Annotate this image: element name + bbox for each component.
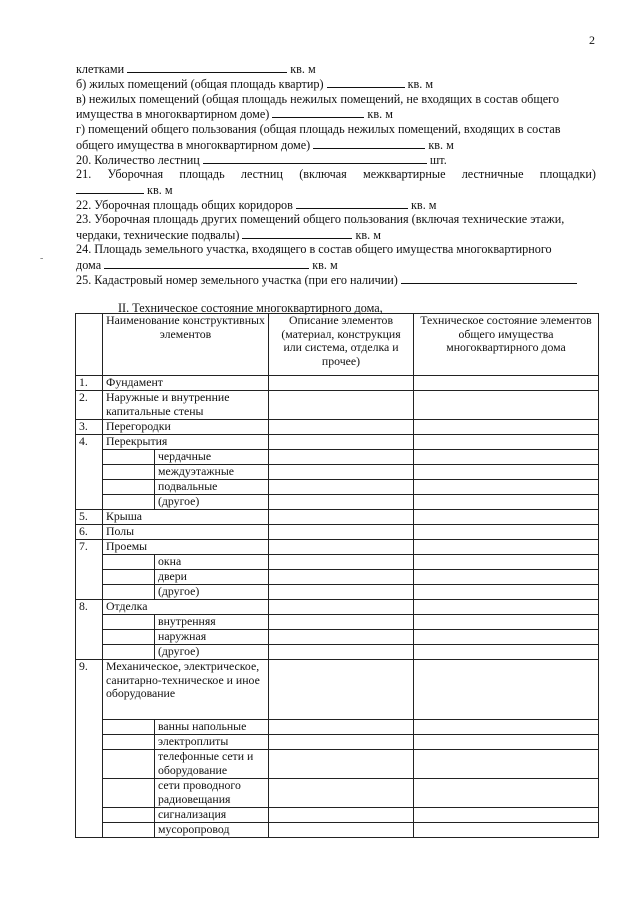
table-subrow: телефонные сети и оборудование: [76, 750, 599, 779]
header-condition: Техническое состояние элементов общего имущества многоквартирного дома: [414, 314, 599, 376]
table-header-row: [76, 314, 599, 376]
table-row: 2. Наружные и внутренние капитальные стены: [76, 391, 599, 420]
table-subrow: двери: [76, 570, 599, 585]
table-subrow: (другое): [76, 495, 599, 510]
table-subrow: мусоропровод: [76, 823, 599, 838]
line-nonliving-premises-cont: имущества в многоквартирном доме) кв. м: [76, 107, 393, 121]
table-row: 9. Механическое, электрическое, санитарно-техническое и иное оборудование: [76, 660, 599, 720]
table-row: 6. Полы: [76, 525, 599, 540]
table-row: 5. Крыша: [76, 510, 599, 525]
blank-field: [242, 227, 352, 239]
table-subrow: наружная: [76, 630, 599, 645]
table-row: 3. Перегородки: [76, 420, 599, 435]
blank-field: [104, 257, 309, 269]
table-row: 7. Проемы: [76, 540, 599, 555]
table-subrow: сигнализация: [76, 808, 599, 823]
line-other-common-area: 23. Уборочная площадь других помещений общего пользования (включая технические этажи,: [76, 212, 565, 226]
section-title: II. Техническое состояние многоквартирного дома,: [118, 301, 383, 315]
page-number: 2: [589, 33, 595, 47]
table-subrow: (другое): [76, 645, 599, 660]
blank-field: [272, 106, 364, 118]
table-subrow: сети проводного радиовещания: [76, 779, 599, 808]
line-common-premises: г) помещений общего пользования (общая площадь нежилых помещений, входящих в состав: [76, 122, 561, 136]
blank-field: [296, 197, 408, 209]
line-stairs-count: 20. Количество лестниц шт.: [76, 153, 447, 167]
line-nonliving-premises: в) нежилых помещений (общая площадь нежилых помещений, не входящих в состав общего: [76, 92, 559, 106]
table-subrow: электроплиты: [76, 735, 599, 750]
table-subrow: подвальные: [76, 480, 599, 495]
line-common-premises-cont: общего имущества в многоквартирном доме) кв. м: [76, 138, 454, 152]
line-stairs-cleaning-area: 21. Уборочная площадь лестниц (включая межквартирные лестничные площадки): [76, 167, 596, 181]
technical-condition-table: [75, 313, 599, 838]
line-land-plot-area: 24. Площадь земельного участка, входящего в состав общего имущества многоквартирного: [76, 242, 552, 256]
blank-field: [327, 76, 405, 88]
table-row: 8. Отделка: [76, 600, 599, 615]
table-row: 4. Перекрытия: [76, 435, 599, 450]
line-living-premises: б) жилых помещений (общая площадь квартир) кв. м: [76, 77, 434, 91]
header-description: Описание элементов (материал, конструкция или система, отделка и прочее): [269, 314, 414, 376]
table-subrow: окна: [76, 555, 599, 570]
table-subrow: ванны напольные: [76, 720, 599, 735]
blank-field: [76, 182, 144, 194]
table-subrow: внутренняя: [76, 615, 599, 630]
table-subrow: (другое): [76, 585, 599, 600]
line-land-plot-area-cont: дома кв. м: [76, 258, 338, 272]
line-stairs-cleaning-area-cont: кв. м: [76, 182, 596, 197]
table-subrow: чердачные: [76, 450, 599, 465]
blank-field: [127, 61, 287, 73]
line-other-common-area-cont: чердаки, технические подвалы) кв. м: [76, 228, 381, 242]
blank-field: [401, 272, 577, 284]
header-name: Наименование конструктивных элементов: [103, 314, 269, 376]
line-cadastral-number: 25. Кадастровый номер земельного участка (при его наличии): [76, 272, 596, 287]
margin-mark: -: [40, 253, 44, 264]
line-stairwell-cells: клетками кв. м: [76, 62, 316, 76]
table-subrow: междуэтажные: [76, 465, 599, 480]
blank-field: [203, 152, 427, 164]
blank-field: [313, 137, 425, 149]
line-corridors-cleaning-area: 22. Уборочная площадь общих коридоров кв. м: [76, 198, 437, 212]
table-row: 1. Фундамент: [76, 376, 599, 391]
